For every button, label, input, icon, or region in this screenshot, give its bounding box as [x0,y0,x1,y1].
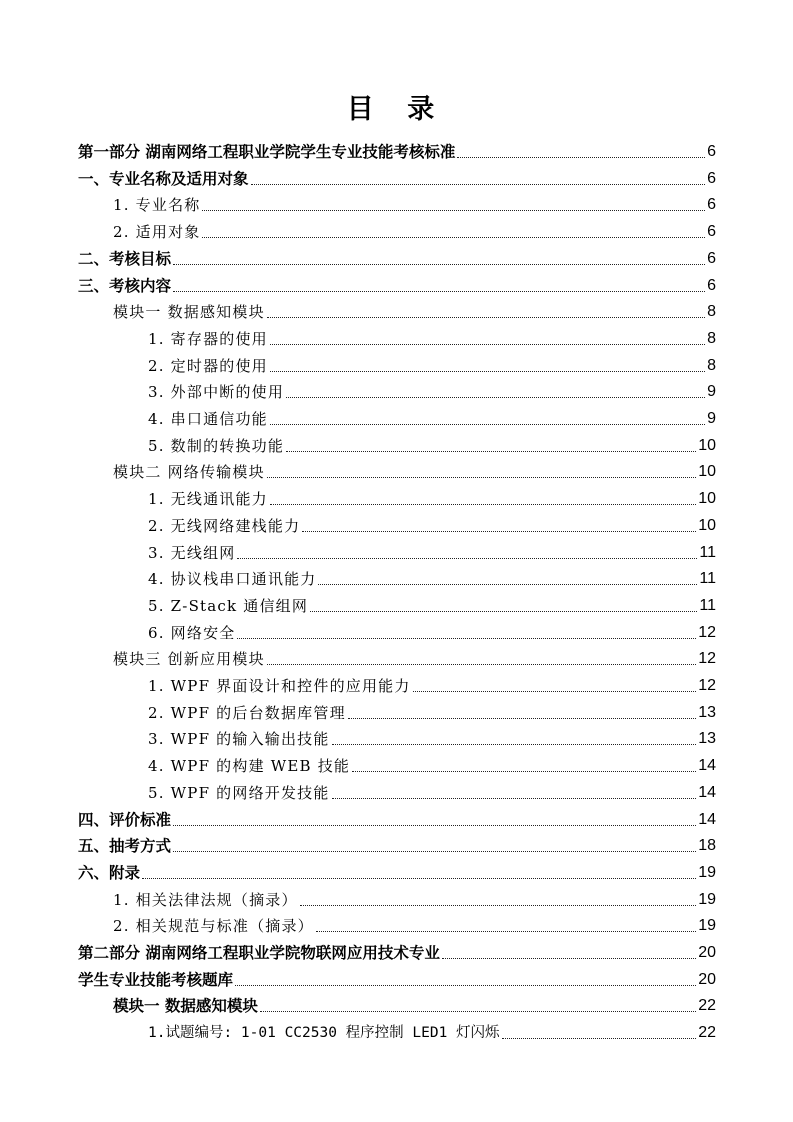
toc-dot-leader [260,1011,696,1012]
toc-entry-title: 模块一 数据感知模块 [113,997,258,1016]
toc-dot-leader [457,157,705,158]
toc-entry[interactable] [148,324,716,350]
toc-entry-title: 二、考核目标 [78,249,172,268]
toc-dot-leader [202,237,705,238]
toc-entry-page-number: 20 [698,944,716,961]
toc-dot-leader [300,905,697,906]
toc-entry[interactable] [113,885,716,911]
toc-dot-leader [332,744,697,745]
toc-entry-title: 六、附录 [78,863,141,882]
toc-entry[interactable] [148,511,716,537]
toc-entry-title: 4. 协议栈串口通讯能力 [148,570,317,589]
toc-entry-title: 模块三 创新应用模块 [113,650,265,669]
toc-entry[interactable] [113,991,716,1017]
toc-entry[interactable] [78,805,716,831]
toc-entry-page-number: 20 [698,970,716,988]
toc-entry-title: 四、评价标准 [78,810,172,829]
toc-entry-title: 1. 相关法律法规（摘录） [113,890,298,909]
toc-entry-title: 模块二 网络传输模块 [113,463,265,482]
toc-entry-page-number: 14 [698,783,716,801]
toc-dot-leader [270,344,705,345]
toc-dot-leader [352,771,696,772]
toc-entry-page-number: 18 [698,837,716,855]
toc-dot-leader [173,825,696,826]
toc-entry-title: 2. 适用对象 [113,223,201,242]
toc-entry-page-number: 11 [699,570,716,588]
toc-entry[interactable] [78,244,716,270]
toc-entry-page-number: 8 [707,303,716,321]
toc-entry-page-number: 12 [698,650,716,668]
toc-dot-leader [413,691,697,692]
toc-entry-page-number: 10 [698,490,716,508]
toc-entry-title: 学生专业技能考核题库 [78,970,234,989]
toc-entry-title: 1. WPF 界面设计和控件的应用能力 [148,677,411,695]
toc-entry-page-number: 6 [707,143,716,160]
toc-dot-leader [267,317,705,318]
toc-entry[interactable] [113,217,716,243]
toc-entry-title: 2. 相关规范与标准（摘录） [113,917,314,936]
toc-entry[interactable] [148,484,716,510]
toc-entry[interactable] [148,564,716,590]
page-title: 目 录 [346,94,447,125]
toc-dot-leader [173,291,705,292]
toc-entry-page-number: 19 [698,917,716,935]
toc-entry-title: 5. 数制的转换功能 [148,436,285,455]
toc-dot-leader [173,264,705,265]
toc-entry-page-number: 6 [707,249,716,267]
toc-dot-leader [286,397,705,398]
toc-entry-title: 3. 外部中断的使用 [148,383,285,402]
toc-entry-title: 1. 寄存器的使用 [148,329,268,348]
toc-dot-leader [310,611,697,612]
toc-entry-page-number: 6 [707,169,716,187]
toc-entry[interactable] [78,965,716,991]
toc-dot-leader [237,638,696,639]
toc-entry-title: 三、考核内容 [78,276,172,295]
toc-entry-title: 5. WPF 的网络开发技能 [148,783,330,802]
toc-entry-page-number: 10 [698,463,716,481]
toc-entry-title: 1. 专业名称 [113,196,201,215]
toc-entry-title: 一、专业名称及适用对象 [78,169,249,188]
toc-entry[interactable] [113,644,716,670]
toc-entry[interactable] [78,938,716,964]
toc-entry-page-number: 6 [707,223,716,241]
toc-entry[interactable] [113,190,716,216]
toc-entry-page-number: 10 [698,436,716,454]
toc-entry[interactable] [113,297,716,323]
toc-entry-title: 第二部分 湖南网络工程职业学院物联网应用技术专业 [78,944,440,962]
toc-entry[interactable] [78,164,716,190]
toc-entry-page-number: 19 [698,863,716,881]
toc-entry-title: 3. WPF 的输入输出技能 [148,730,330,749]
toc-entry-title: 3. 无线组网 [148,543,236,562]
toc-dot-leader [267,664,696,665]
toc-entry[interactable] [148,538,716,564]
toc-entry-title: 第一部分 湖南网络工程职业学院学生专业技能考核标准 [78,143,456,161]
toc-dot-leader [348,718,696,719]
toc-entry-title: 1.试题编号: 1-01 CC2530 程序控制 LED1 灯闪烁 [148,1025,500,1042]
toc-entry-page-number: 12 [698,677,716,694]
toc-entry-page-number: 8 [707,329,716,347]
toc-dot-leader [318,584,697,585]
toc-dot-leader [302,531,696,532]
toc-entry-title: 模块一 数据感知模块 [113,303,265,322]
toc-dot-leader [442,958,696,959]
toc-entry-title: 2. 无线网络建栈能力 [148,516,301,535]
toc-entry[interactable] [148,778,716,804]
toc-entry-title: 2. WPF 的后台数据库管理 [148,703,346,722]
toc-dot-leader [502,1038,697,1039]
toc-entry-page-number: 19 [698,890,716,908]
toc-dot-leader [202,210,705,211]
toc-entry-page-number: 11 [699,596,716,614]
toc-entry-page-number: 8 [707,356,716,374]
toc-entry[interactable] [148,751,716,777]
toc-entry[interactable] [78,858,716,884]
toc-entry-page-number: 10 [698,516,716,534]
toc-entry-page-number: 13 [698,730,716,748]
toc-entry-title: 4. WPF 的构建 WEB 技能 [148,757,351,776]
toc-entry-page-number: 11 [699,543,716,561]
toc-dot-leader [237,558,697,559]
toc-dot-leader [267,477,696,478]
toc-entry[interactable] [148,671,716,697]
toc-dot-leader [286,451,696,452]
toc-dot-leader [270,371,705,372]
toc-dot-leader [270,424,705,425]
toc-entry-page-number: 22 [698,997,716,1015]
toc-entry-page-number: 6 [707,196,716,214]
toc-entry-title: 6. 网络安全 [148,623,236,642]
toc-entry[interactable] [148,591,716,617]
toc-entry-title: 2. 定时器的使用 [148,356,268,375]
toc-entry[interactable] [113,457,716,483]
toc-dot-leader [251,184,706,185]
toc-entry-page-number: 13 [698,703,716,721]
toc-entry[interactable] [148,618,716,644]
toc-entry-page-number: 12 [698,623,716,641]
toc-entry-page-number: 22 [698,1024,716,1042]
toc-entry[interactable] [148,431,716,457]
toc-dot-leader [235,985,696,986]
toc-entry-page-number: 9 [707,383,716,401]
toc-entry-title: 五、抽考方式 [78,837,172,856]
toc-dot-leader [332,798,697,799]
toc-dot-leader [316,931,696,932]
toc-entry[interactable] [148,377,716,403]
toc-entry[interactable] [148,404,716,430]
toc-entry[interactable] [78,137,716,163]
toc-entry[interactable] [78,271,716,297]
toc-entry[interactable] [148,724,716,750]
toc-dot-leader [270,504,696,505]
toc-entry-title: 1. 无线通讯能力 [148,490,268,509]
toc-entry-title: 4. 串口通信功能 [148,410,268,428]
toc-dot-leader [142,878,696,879]
toc-entry[interactable] [148,351,716,377]
toc-entry-page-number: 9 [707,410,716,427]
toc-entry[interactable] [148,698,716,724]
toc-entry[interactable] [148,1018,716,1044]
toc-entry-page-number: 14 [698,810,716,828]
toc-entry-title: 5. Z-Stack 通信组网 [148,596,309,615]
toc-entry[interactable] [78,831,716,857]
toc-entry-page-number: 14 [698,757,716,775]
toc-dot-leader [173,851,696,852]
toc-entry[interactable] [113,911,716,937]
toc-entry-page-number: 6 [707,276,716,294]
